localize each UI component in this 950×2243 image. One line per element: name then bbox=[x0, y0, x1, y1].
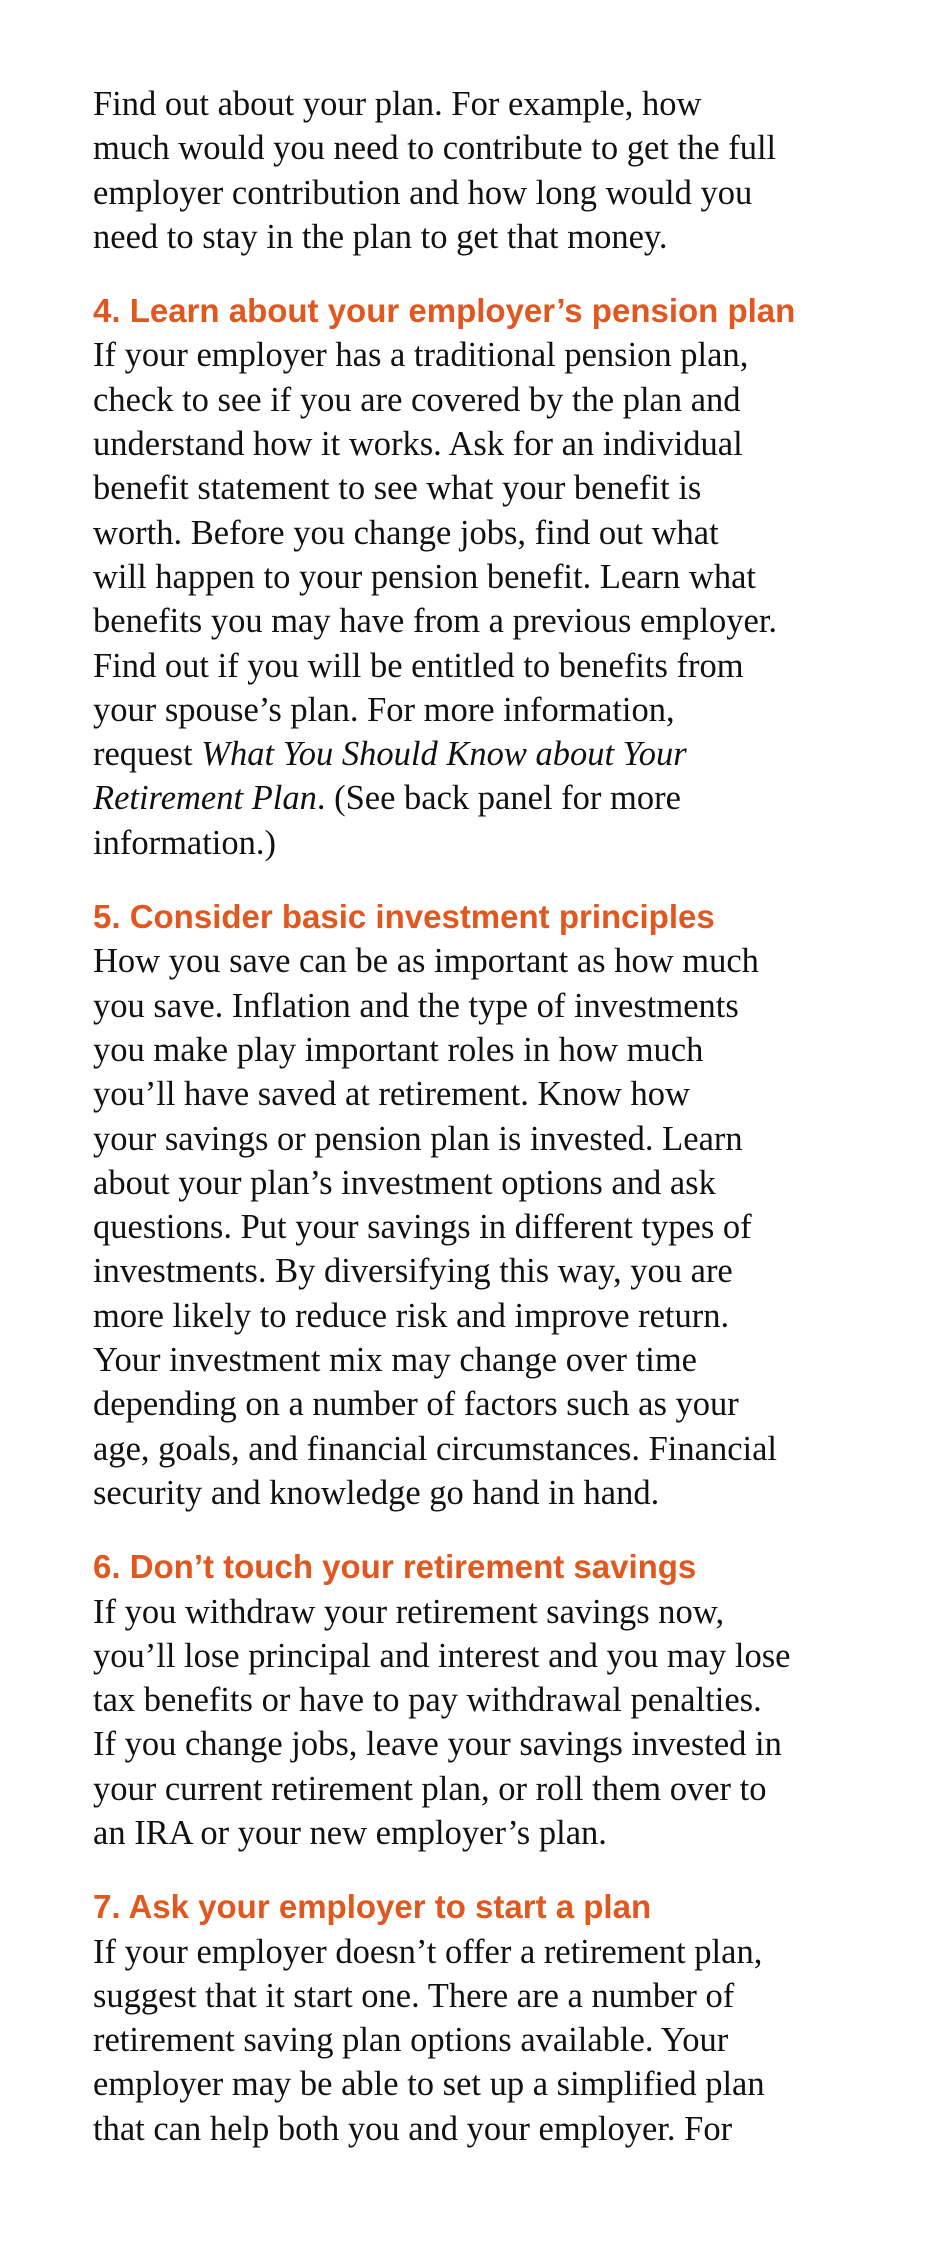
text-line: Find out if you will be entitled to benefits from bbox=[93, 646, 744, 685]
text-line: How you save can be as important as how much bbox=[93, 942, 759, 981]
text-line: If your employer has a traditional pension plan, bbox=[93, 336, 749, 375]
text-line: depending on a number of factors such as your bbox=[93, 1385, 739, 1424]
text-line: you save. Inflation and the type of investments bbox=[93, 986, 739, 1025]
section-paragraph-start-a-plan bbox=[93, 1930, 883, 2151]
text-line: employer contribution and how long would you bbox=[93, 173, 753, 212]
section-paragraph-retirement-savings bbox=[93, 1590, 883, 1856]
text-line: will happen to your pension benefit. Learn what bbox=[93, 557, 756, 596]
text-line: need to stay in the plan to get that money. bbox=[93, 217, 668, 256]
text-line: more likely to reduce risk and improve return. bbox=[93, 1296, 730, 1335]
text-line: an IRA or your new employer’s plan. bbox=[93, 1813, 607, 1852]
text-line: questions. Put your savings in different types of bbox=[93, 1208, 752, 1247]
text-line bbox=[93, 776, 883, 820]
text-line: you’ll lose principal and interest and you may lose bbox=[93, 1636, 791, 1675]
text-line: If you withdraw your retirement savings now, bbox=[93, 1592, 725, 1631]
section-heading-start-a-plan: 7. Ask your employer to start a plan bbox=[93, 1888, 652, 1926]
text-line: information.) bbox=[93, 823, 276, 862]
text-line: that can help both you and your employer. For bbox=[93, 2109, 733, 2148]
document-page bbox=[93, 82, 883, 2151]
text-line: check to see if you are covered by the plan and bbox=[93, 380, 741, 419]
section-heading-investment-principles: 5. Consider basic investment principles bbox=[93, 898, 715, 936]
intro-paragraph bbox=[93, 82, 883, 259]
text-line: employer may be able to set up a simplified plan bbox=[93, 2065, 765, 2104]
text-line: suggest that it start one. There are a number of bbox=[93, 1976, 735, 2015]
text-line bbox=[93, 732, 883, 776]
text-line: investments. By diversifying this way, you are bbox=[93, 1252, 733, 1291]
text-line: Find out about your plan. For example, how bbox=[93, 85, 702, 123]
text-line: age, goals, and financial circumstances. Financial bbox=[93, 1429, 777, 1468]
text-line: your spouse’s plan. For more information, bbox=[93, 690, 675, 729]
text-line: much would you need to contribute to get the full bbox=[93, 129, 777, 168]
text-line: If your employer doesn’t offer a retirement plan, bbox=[93, 1932, 763, 1971]
publication-title: Retirement Plan bbox=[93, 779, 317, 818]
text-line: tax benefits or have to pay withdrawal penalties. bbox=[93, 1681, 762, 1720]
section-heading-retirement-savings: 6. Don’t touch your retirement savings bbox=[93, 1548, 697, 1586]
text-line: about your plan’s investment options and ask bbox=[93, 1163, 716, 1202]
text-line: you make play important roles in how much bbox=[93, 1030, 704, 1069]
section-paragraph-investment-principles bbox=[93, 939, 883, 1515]
text-line: you’ll have saved at retirement. Know how bbox=[93, 1075, 690, 1114]
text-line: Your investment mix may change over time bbox=[93, 1341, 697, 1380]
section-heading-pension-plan: 4. Learn about your employer’s pension plan bbox=[93, 292, 796, 330]
text-line: worth. Before you change jobs, find out what bbox=[93, 513, 719, 552]
text-line: security and knowledge go hand in hand. bbox=[93, 1473, 660, 1512]
text-line: your savings or pension plan is invested. Learn bbox=[93, 1119, 743, 1158]
text-line: benefit statement to see what your benefit is bbox=[93, 469, 702, 508]
publication-title: What You Should Know about Your bbox=[201, 735, 687, 774]
section-paragraph-pension-plan bbox=[93, 333, 883, 865]
text-fragment: request bbox=[93, 735, 202, 774]
text-line: benefits you may have from a previous employer. bbox=[93, 602, 778, 641]
text-line: If you change jobs, leave your savings invested in bbox=[93, 1725, 782, 1764]
text-line: your current retirement plan, or roll them over to bbox=[93, 1769, 767, 1808]
text-fragment: . (See back panel for more bbox=[316, 779, 681, 818]
text-line: retirement saving plan options available. Your bbox=[93, 2021, 729, 2060]
text-line: understand how it works. Ask for an individual bbox=[93, 425, 743, 464]
